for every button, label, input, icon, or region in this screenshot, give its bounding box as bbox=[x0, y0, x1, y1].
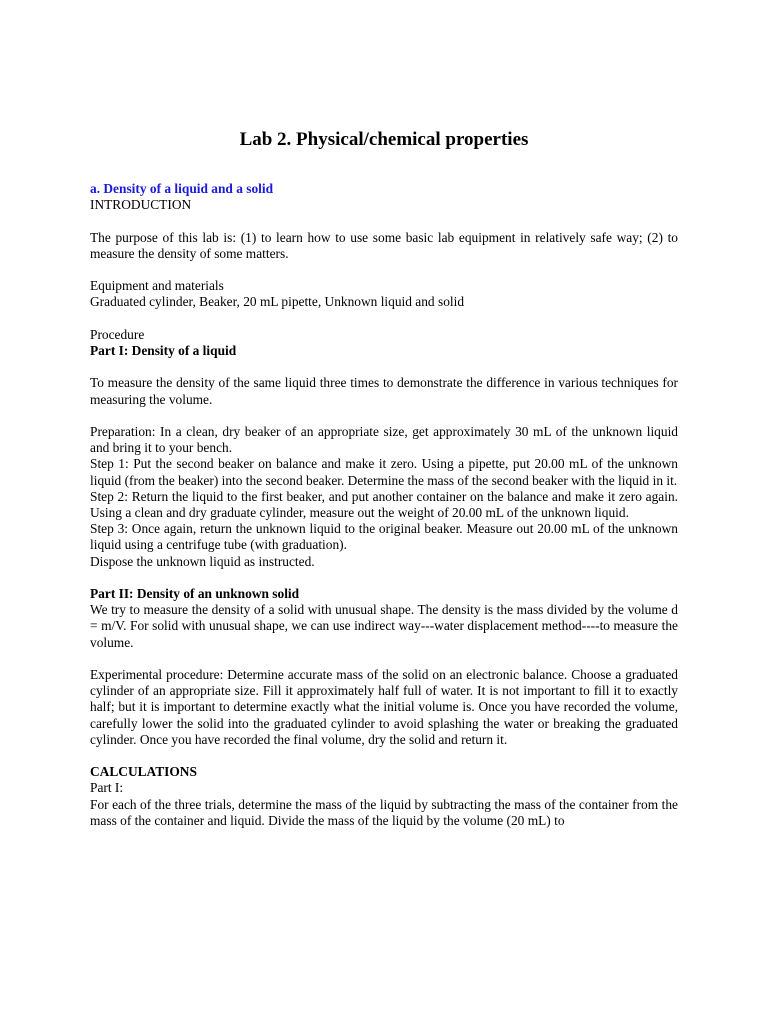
calc-part1-label: Part I: bbox=[90, 780, 124, 796]
calc-part1-text: For each of the three trials, determine the mass of the liquid by subtracting the mass of the container from the mass of the container and liquid. Divide the mass of the liquid by the volume (20 mL) to bbox=[90, 796, 678, 828]
part1-heading: Part I: Density of a liquid bbox=[90, 342, 237, 358]
document-title: Lab 2. Physical/chemical properties bbox=[239, 129, 529, 150]
experimental-procedure-paragraph: Experimental procedure: Determine accurate mass of the solid on an electronic balance. Choose a graduated cylinder of an appropriate size. Fill it approximately half full of water. It is not important to fill it to exactly half; but it is important to determine exactly what the initial volume is. Once you have recorded the volume, carefully lower the solid into the graduated cylinder to avoid splashing the water or breaking the graduated cylinder. Once you have recorded the final volume, dry the solid and return it. bbox=[90, 666, 678, 747]
calculations-heading: CALCULATIONS bbox=[90, 764, 197, 780]
step2-paragraph: Step 2: Return the liquid to the first beaker, and put another container on the balance and make it zero again. Using a clean and dry graduate cylinder, measure out the weight of 20.00 mL of the unknown liquid. bbox=[90, 488, 678, 520]
step3-paragraph: Step 3: Once again, return the unknown liquid to the original beaker. Measure out 20.00 mL of the unknown liquid using a centrifuge tube (with graduation). bbox=[90, 521, 678, 553]
part1-intro: To measure the density of the same liquid three times to demonstrate the difference in various techniques for measuring the volume. bbox=[90, 375, 678, 407]
step1-paragraph: Step 1: Put the second beaker on balance and make it zero. Using a pipette, put 20.00 mL of the unknown liquid (from the beaker) into the second beaker. Determine the mass of the second beaker with the liquid in it. bbox=[90, 456, 678, 488]
section-a-heading: a. Density of a liquid and a solid bbox=[90, 181, 274, 196]
document-body bbox=[90, 181, 678, 829]
dispose-paragraph: Dispose the unknown liquid as instructed. bbox=[90, 553, 315, 569]
introduction-label: INTRODUCTION bbox=[90, 197, 192, 213]
purpose-paragraph: The purpose of this lab is: (1) to learn how to use some basic lab equipment in relatively safe way; (2) to measure the density of some matters. bbox=[90, 229, 678, 261]
preparation-paragraph: Preparation: In a clean, dry beaker of an appropriate size, get approximately 30 mL of the unknown liquid and bring it to your bench. bbox=[90, 423, 678, 456]
part2-intro: We try to measure the density of a solid with unusual shape. The density is the mass divided by the volume d = m/V. For solid with unusual shape, we can use indirect way---water displacement method----to measure the volume. bbox=[90, 602, 678, 650]
part2-heading: Part II: Density of an unknown solid bbox=[90, 585, 300, 601]
equipment-label: Equipment and materials bbox=[90, 278, 224, 294]
equipment-list: Graduated cylinder, Beaker, 20 mL pipette, Unknown liquid and solid bbox=[90, 294, 465, 310]
procedure-label: Procedure bbox=[90, 326, 145, 342]
